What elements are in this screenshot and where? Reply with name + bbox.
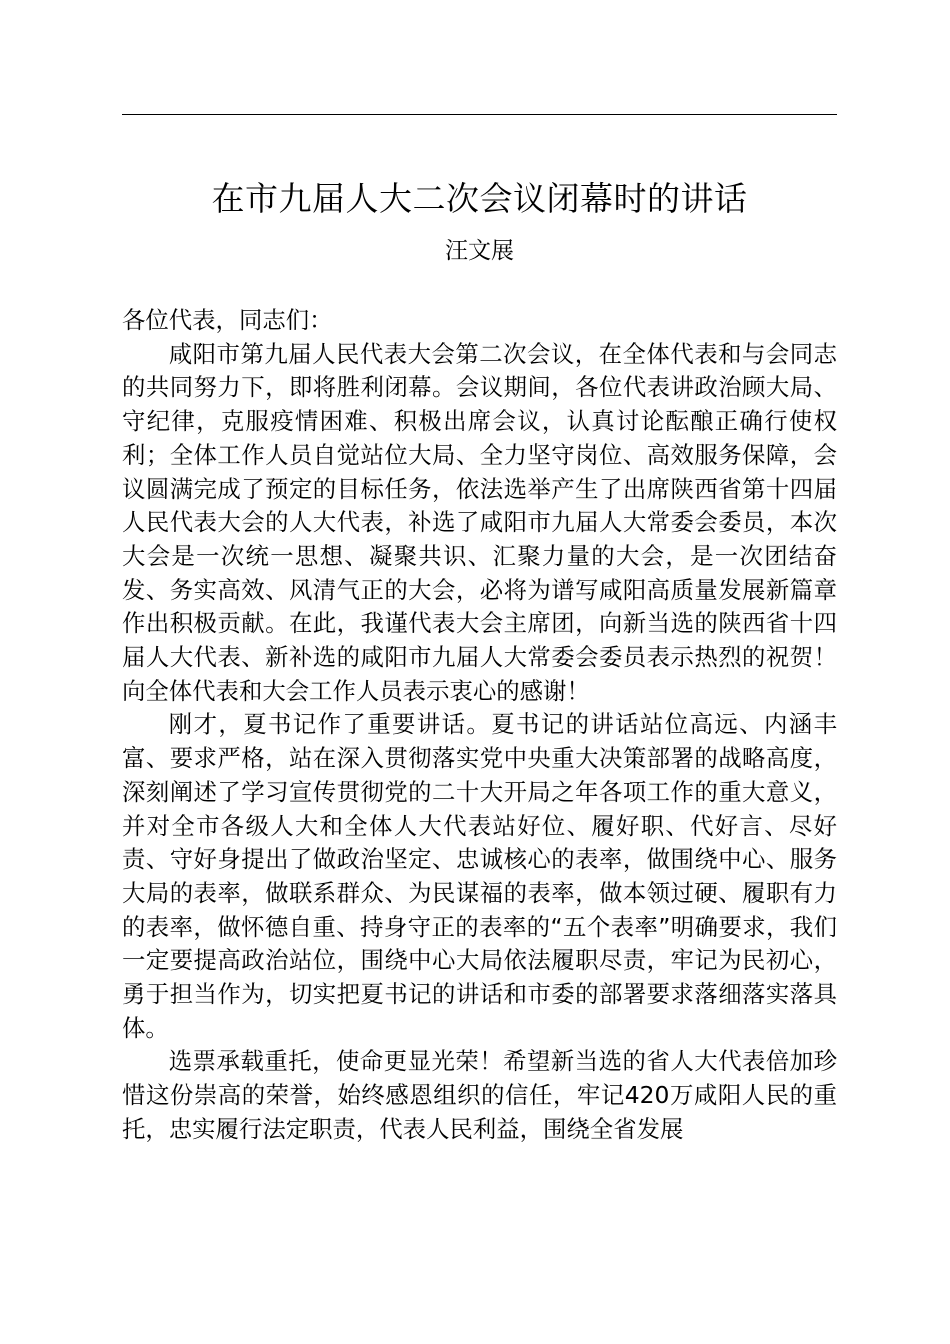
salutation: 各位代表，同志们：: [122, 306, 333, 334]
paragraph-2: 刚才，夏书记作了重要讲话。夏书记的讲话站位高远、内涵丰富、要求严格，站在深入贯彻落实党中央重大决策部署的战略高度，深刻阐述了学习宣传贯彻党的二十大开局之年各项工作的重大意义，并对全市各级人大和全体人大代表站好位、履好职、代好言、尽好责、守好身提出了做政治坚定、忠诚核心的表率，做围绕中心、服务大局的表率，做联系群众、为民谋福的表率，做本领过硬、履职有力的表率，做怀德自重、持身守正的表率的“五个表率”明确要求，我们一定要提高政治站位，围绕中心大局依法履职尽责，牢记为民初心，勇于担当作为，切实把夏书记的讲话和市委的部署要求落细落实落具体。: [122, 710, 837, 1042]
paragraph-1: 咸阳市第九届人民代表大会第二次会议，在全体代表和与会同志的共同努力下，即将胜利闭幕。会议期间，各位代表讲政治顾大局、守纪律，克服疫情困难、积极出席会议，认真讨论酝酿正确行使权利；全体工作人员自觉站位大局、全力坚守岗位、高效服务保障，会议圆满完成了预定的目标任务，依法选举产生了出席陕西省第十四届人民代表大会的人大代表，补选了咸阳市九届人大常委会委员，本次大会是一次统一思想、凝聚共识、汇聚力量的大会，是一次团结奋发、务实高效、风清气正的大会，必将为谱写咸阳高质量发展新篇章作出积极贡献。在此，我谨代表大会主席团，向新当选的陕西省十四届人大代表、新补选的咸阳市九届人大常委会委员表示热烈的祝贺！向全体代表和大会工作人员表示衷心的感谢！: [122, 339, 837, 705]
page-title: 在市九届人大二次会议闭幕时的讲话: [211, 179, 748, 218]
author-name: 汪文展: [445, 238, 514, 264]
speech-body: [122, 304, 837, 1147]
paragraph-3: 选票承载重托，使命更显光荣！希望新当选的省人大代表倍加珍惜这份崇高的荣誉，始终感恩组织的信任，牢记420万咸阳人民的重托，忠实履行法定职责，代表人民利益，围绕全省发展: [122, 1047, 837, 1143]
header-rule: [122, 114, 837, 115]
